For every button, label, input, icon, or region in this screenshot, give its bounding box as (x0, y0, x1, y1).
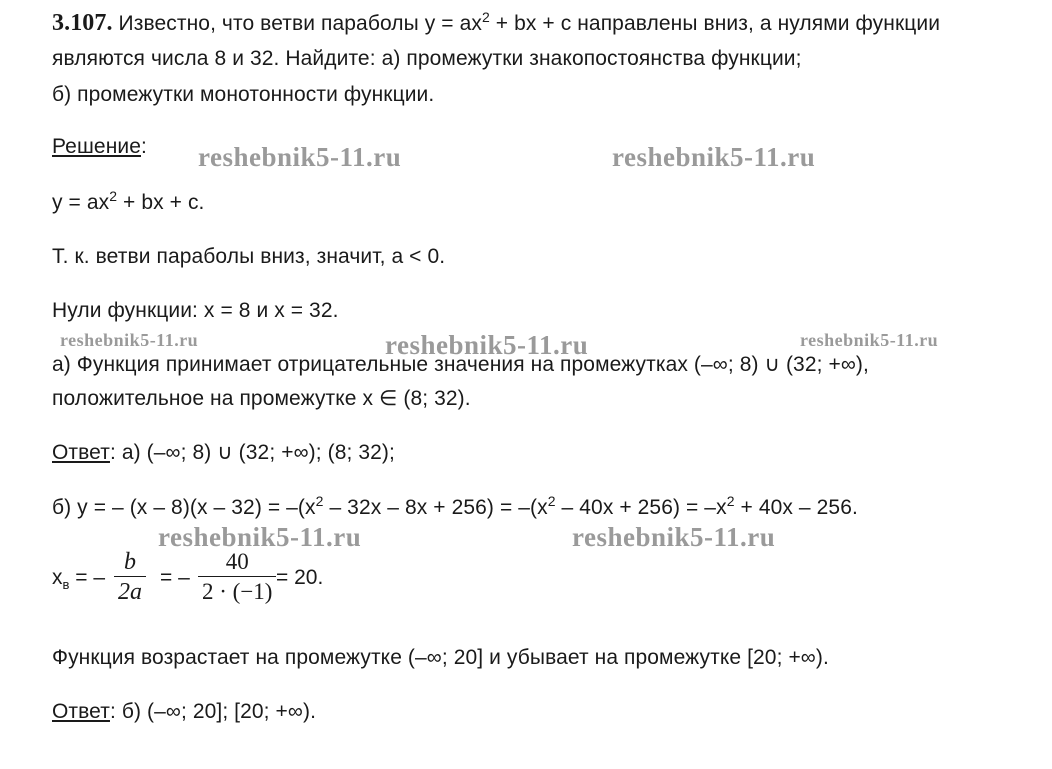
xv-sub: в (62, 577, 70, 592)
part-b-sup-2: 2 (547, 493, 556, 509)
answer-b (52, 699, 316, 725)
problem-sup: 2 (481, 9, 490, 25)
problem-line-1 (52, 10, 940, 37)
part-b-seg-3: – 40x + 256) = –x (555, 496, 727, 519)
eq-part-b: + bx + c. (117, 191, 205, 214)
eq-sup: 2 (109, 188, 118, 204)
problem-number: 3.107. (52, 10, 113, 36)
part-b-seg-2: – 32x – 8x + 256) = –(x (323, 496, 548, 519)
answer-a-text: : а) (–∞; 8) ∪ (32; +∞); (8; 32); (109, 441, 395, 464)
fraction-40 (198, 548, 276, 607)
problem-text-1: Известно, что ветви параболы y = ax (118, 12, 482, 35)
watermark: reshebnik5-11.ru (612, 142, 816, 172)
branches-line: Т. к. ветви параболы вниз, значит, a < 0. (52, 245, 446, 268)
solution-heading-colon: : (141, 135, 147, 158)
part-b-seg-1: б) y = – (x – 8)(x – 32) = –(x (52, 496, 316, 519)
solution-heading (52, 134, 147, 160)
solution-heading-label: Решение (52, 135, 141, 158)
fraction-b-over-2a (114, 548, 146, 607)
eq-part-a: y = ax (52, 191, 110, 214)
watermark: reshebnik5-11.ru (572, 522, 776, 552)
part-b-sup-1: 2 (315, 493, 324, 509)
xv-eq-2: = – (160, 566, 190, 589)
frac2-numerator: 40 (225, 549, 249, 574)
watermark: reshebnik5-11.ru (198, 142, 402, 172)
answer-a (52, 440, 395, 466)
part-b-line (52, 495, 858, 521)
frac1-numerator: b (124, 549, 136, 575)
answer-b-label: Ответ (52, 700, 110, 723)
zeros-line: Нули функции: x = 8 и x = 32. (52, 299, 339, 322)
problem-line-3: б) промежутки монотонности функции. (52, 83, 435, 106)
xv-label (52, 565, 105, 591)
part-a-line-1: а) Функция принимает отрицательные значения на промежутках (–∞; 8) ∪ (32; +∞), (52, 353, 869, 376)
xv-eq-1: = – (69, 566, 106, 589)
equation-general (52, 190, 205, 216)
answer-b-text: : б) (–∞; 20]; [20; +∞). (109, 700, 317, 723)
monotonic-line: Функция возрастает на промежутке (–∞; 20] и убывает на промежутке [20; +∞). (52, 646, 829, 669)
part-a-line-2: положительное на промежутке x ∈ (8; 32). (52, 387, 471, 410)
xv-result: = 20. (276, 566, 324, 589)
watermark: reshebnik5-11.ru (800, 330, 939, 350)
problem-line-2: являются числа 8 и 32. Найдите: а) промежутки знакопостоянства функции; (52, 47, 802, 70)
answer-a-label: Ответ (52, 441, 110, 464)
part-b-sup-3: 2 (726, 493, 735, 509)
frac2-denominator: 2 · (−1) (202, 579, 273, 604)
problem-text-1-rest: + bx + c направлены вниз, а нулями функции (489, 12, 941, 35)
frac1-denominator: 2a (118, 579, 142, 605)
watermark: reshebnik5-11.ru (60, 330, 199, 350)
part-b-seg-4: + 40x – 256. (734, 496, 858, 519)
watermark: reshebnik5-11.ru (158, 522, 362, 552)
watermark: reshebnik5-11.ru (385, 330, 589, 360)
xv-main: x (52, 566, 63, 589)
